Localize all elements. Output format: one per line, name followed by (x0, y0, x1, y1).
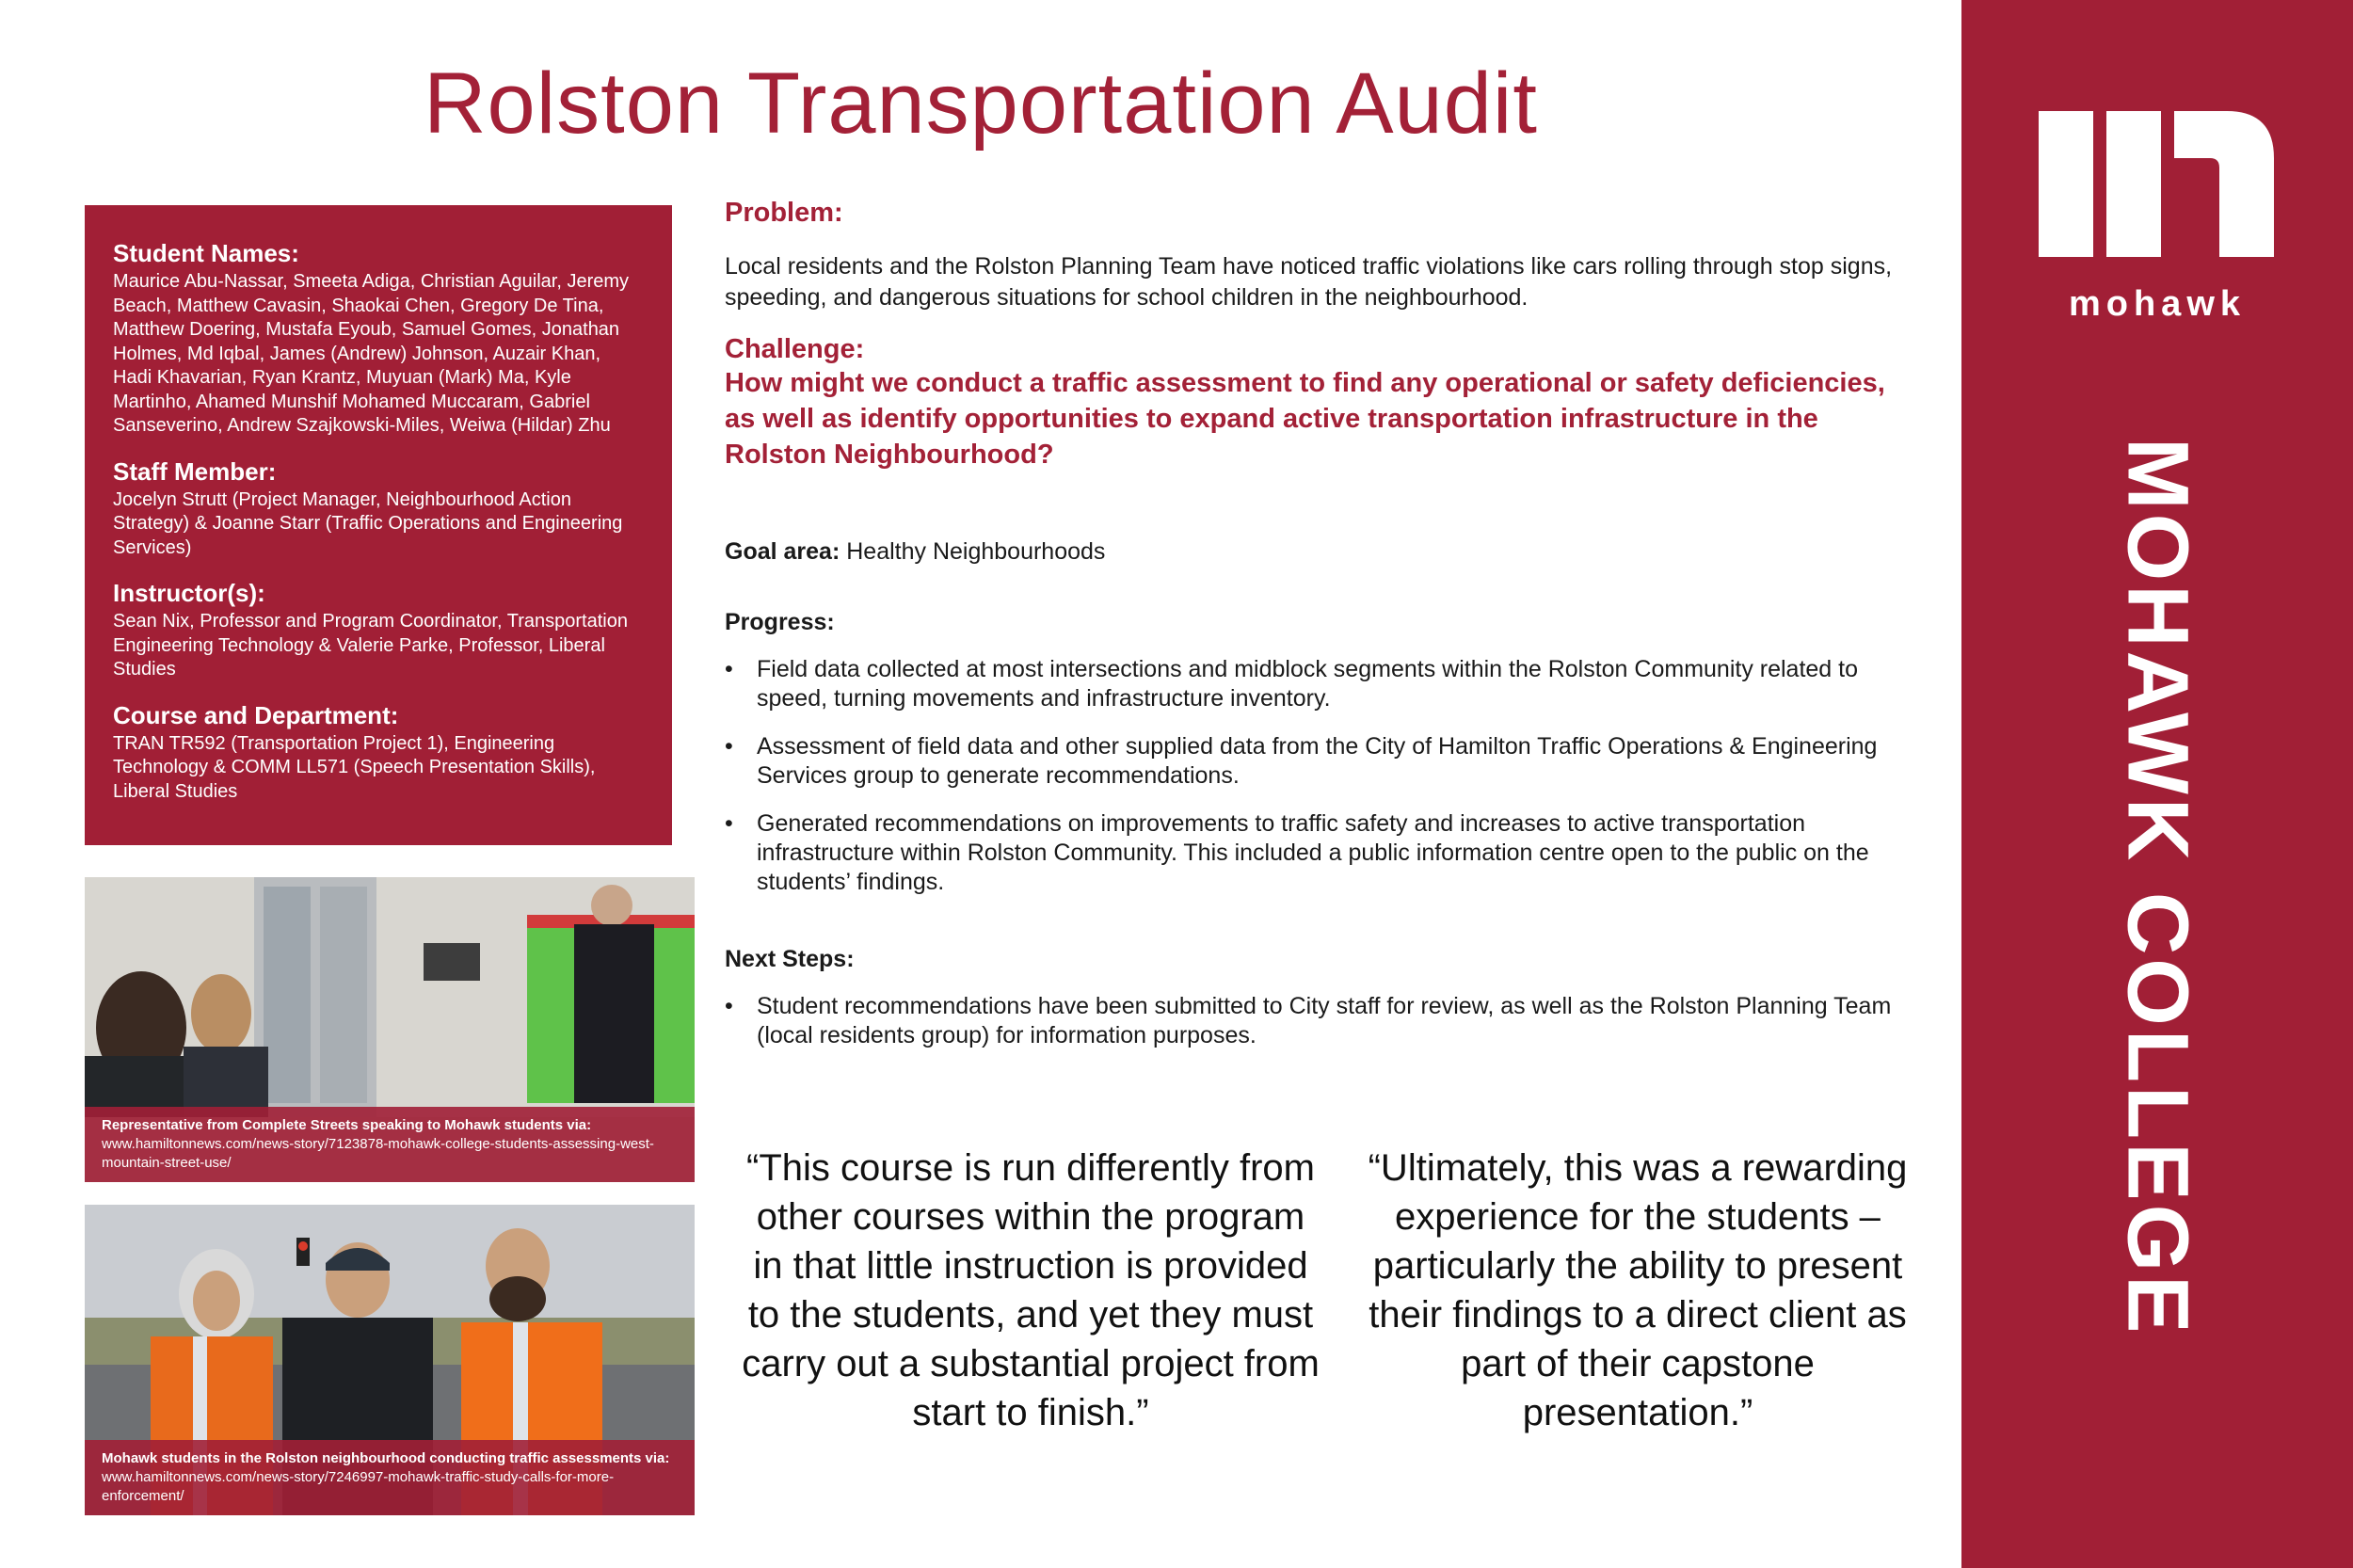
next-steps-list (725, 992, 1920, 1050)
main-content (725, 198, 1920, 1069)
next-steps-item: • Student recommendations have been submitted to City staff for review, as well as the Rolston Planning Team (local residents group) for information purposes. (757, 992, 1920, 1050)
photo-classroom-caption (85, 1107, 695, 1182)
progress-item: • Generated recommendations on improvements to traffic safety and increases to active transportation infrastructure within Rolston Community. This included a public information centre open to the public on the students’ findings. (757, 809, 1920, 897)
course-heading: Course and Department: (113, 700, 399, 729)
challenge-text: How might we conduct a traffic assessment to find any operational or safety deficiencies, as well as identify opportunities to expand active transportation infrastructure in the Rolston Neighbourhood? (725, 368, 1885, 470)
progress-item: • Field data collected at most intersections and midblock segments within the Rolston Community related to speed, turning movements and infrastructure inventory. (757, 655, 1920, 713)
project-info-box (85, 205, 672, 845)
page-title: Rolston Transportation Audit (424, 56, 1538, 152)
brand-sidebar (1961, 0, 2353, 1568)
next-steps-heading: Next Steps: (725, 946, 855, 972)
progress-list (725, 655, 1920, 897)
logo-wordmark: mohawk (2068, 284, 2247, 324)
photo-street (85, 1205, 695, 1515)
quote-left: “This course is run differently from other courses within the program in that little instruction is provided to the students, and yet they must carry out a substantial project from start to finish.” (742, 1147, 1320, 1433)
progress-heading: Progress: (725, 609, 835, 635)
progress-item: • Assessment of field data and other supplied data from the City of Hamilton Traffic Operations & Engineering Services group to generate recommendations. (757, 732, 1920, 791)
challenge-heading: Challenge: (725, 334, 865, 364)
staff-text: Jocelyn Strutt (Project Manager, Neighbourhood Action Strategy) & Joanne Starr (Traffic Operations and Engineering Services) (113, 488, 623, 558)
photo-classroom-caption-title: Representative from Complete Streets speaking to Mohawk students via: (102, 1117, 592, 1133)
course-text: TRAN TR592 (Transportation Project 1), Engineering Technology & COMM LL571 (Speech Presentation Skills), Liberal Studies (113, 732, 596, 802)
goal-area (725, 536, 1920, 568)
students-heading: Student Names: (113, 239, 299, 267)
goal-area-value: Healthy Neighbourhoods (846, 538, 1106, 565)
photo-classroom-caption-link[interactable]: www.hamiltonnews.com/news-story/7123878-mohawk-college-students-assessing-west-mountain-street-use/ (102, 1136, 654, 1171)
problem-text: Local residents and the Rolston Planning Team have noticed traffic violations like cars rolling through stop signs, speeding, and dangerous situations for school children in the neighbourhood. (725, 253, 1893, 311)
instructor-text: Sean Nix, Professor and Program Coordinator, Transportation Engineering Technology & Valerie Parke, Professor, Liberal Studies (113, 611, 628, 680)
staff-heading: Staff Member: (113, 456, 277, 486)
photo-street-caption (85, 1440, 695, 1515)
photo-street-caption-title: Mohawk students in the Rolston neighbourhood conducting traffic assessments via: (102, 1450, 670, 1466)
mohawk-logo-icon (2039, 111, 2274, 257)
college-name: MOHAWK COLLEGE (2109, 438, 2206, 1337)
instructor-heading: Instructor(s): (113, 579, 265, 607)
photo-classroom (85, 877, 695, 1182)
students-list: Maurice Abu-Nassar, Smeeta Adiga, Christian Aguilar, Jeremy Beach, Matthew Cavasin, Shaokai Chen, Gregory De Tina, Matthew Doering, Mustafa Eyoub, Samuel Gomes, Jonathan Holmes, Md Iqbal, James (Andrew) Johnson, Auzair Khan, Hadi Khavarian, Ryan Krantz, Muyuan (Mark) Ma, Kyle Martinho, Ahamed Munshif Mohamed Muccaram, Gabriel Sanseverino, Andrew Szajkowski-Miles, Weiwa (Hildar) Zhu (113, 271, 630, 436)
problem-heading: Problem: (725, 198, 843, 228)
photo-street-caption-link[interactable]: www.hamiltonnews.com/news-story/7246997-mohawk-traffic-study-calls-for-more-enforcement/ (102, 1469, 615, 1504)
quote-right: “Ultimately, this was a rewarding experience for the students – particularly the ability to present their findings to a direct client as part of their capstone presentation.” (1368, 1147, 1908, 1433)
goal-area-label: Goal area: (725, 538, 840, 565)
